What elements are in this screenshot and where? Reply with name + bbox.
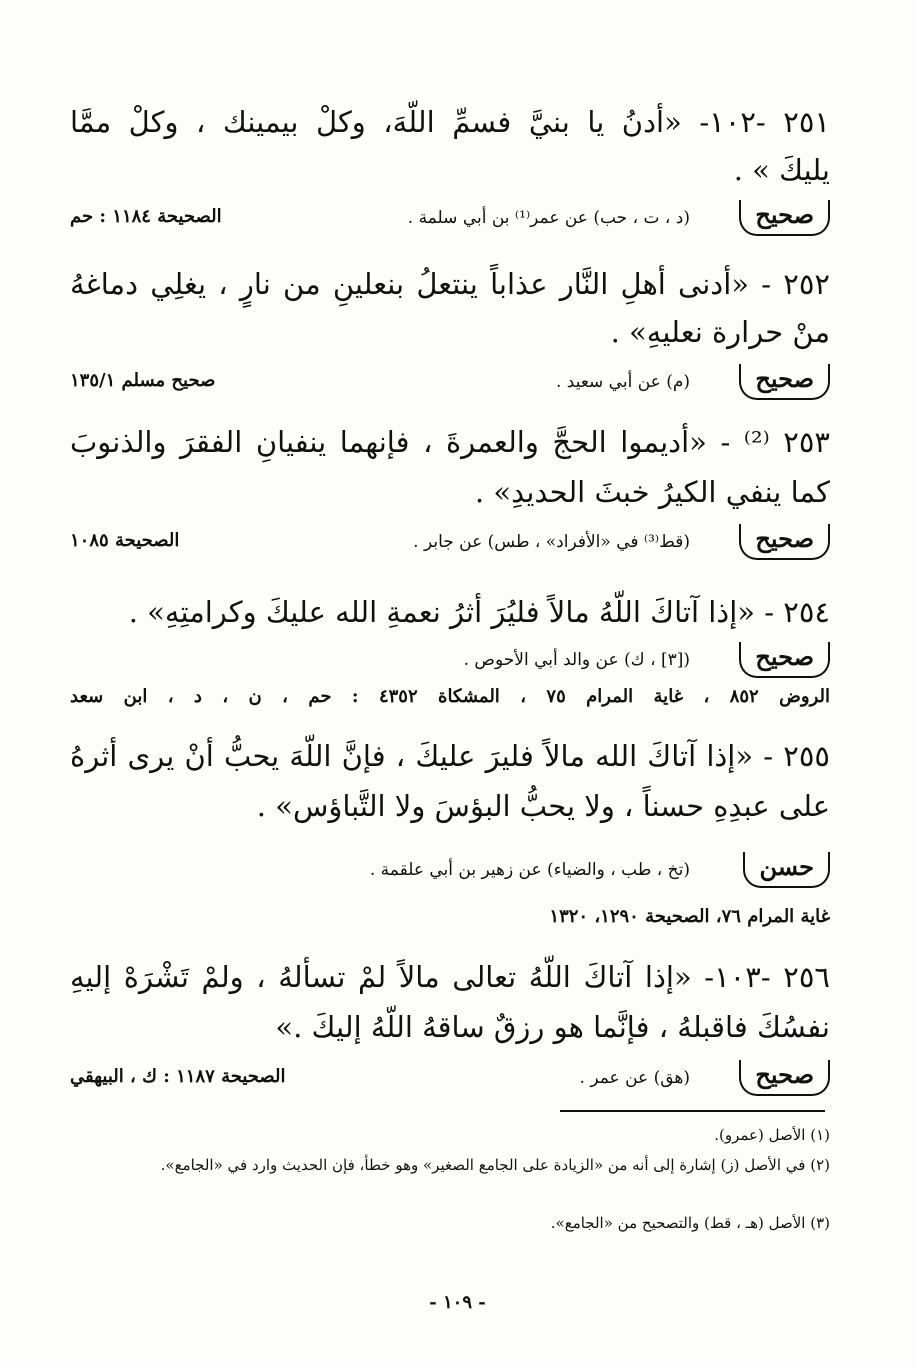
grade-badge: صحيح [739, 200, 830, 236]
hadith-256-source-row [70, 1060, 830, 1100]
hadith-reference: الصحيحة ١٠٨٥ [70, 530, 180, 551]
hadith-source: (د ، ت ، حب) عن عمر⁽¹⁾ بن أبي سلمة . [407, 208, 690, 228]
hadith-source: (قط⁽³⁾ في «الأفراد» ، طس) عن جابر . [413, 532, 690, 552]
hadith-256-line-2: نفسُكَ فاقبلهُ ، فإنَّما هو رزقٌ ساقهُ اللّهُ إليكَ .» [275, 1010, 830, 1044]
grade-badge: صحيح [739, 524, 830, 560]
hadith-source: (تخ ، طب ، والضياء) عن زهير بن أبي علقمة . [369, 860, 690, 880]
footnote-divider [560, 1110, 825, 1112]
hadith-252-line-1: ٢٥٢ - «أدنى أهلِ النَّار عذاباً ينتعلُ بنعلينِ من نارٍ ، يغلِي دماغهُ [70, 267, 830, 301]
hadith-255-line-2: على عبدِهِ حسناً ، ولا يحبُّ البؤسَ ولا التَّباؤس» . [256, 789, 830, 823]
hadith-252-line-2: منْ حرارة نعليهِ» . [610, 315, 830, 349]
hadith-source: (هق) عن عمر . [579, 1068, 690, 1088]
hadith-reference: الصحيحة ١١٨٤ : حم [70, 206, 222, 227]
hadith-255-reference: غاية المرام ٧٦، الصحيحة ١٢٩٠، ١٣٢٠ [549, 906, 830, 927]
footnote-1: (١) الأصل (عمرو). [714, 1126, 830, 1144]
hadith-252-source-row [70, 364, 830, 404]
hadith-254-reference: الروض ٨٥٢ ، غاية المرام ٧٥ ، المشكاة ٤٣٥٢ : حم ، ن ، د ، ابن سعد [70, 686, 830, 707]
hadith-source: (م) عن أبي سعيد . [555, 372, 690, 392]
page-number: - ١٠٩ - [429, 1292, 486, 1313]
hadith-251-line-1: ٢٥١ -١٠٢- «أدنُ يا بنيَّ فسمِّ اللّهَ، وكلْ بيمينك ، وكلْ ممَّا [70, 105, 830, 139]
hadith-reference: الصحيحة ١١٨٧ : ك ، البيهقي [70, 1066, 286, 1087]
hadith-255-line-1: ٢٥٥ - «إذا آتاكَ الله مالاً فليرَ عليكَ ، فإنَّ اللّهَ يحبُّ أنْ يرى أثرهُ [70, 739, 830, 773]
hadith-255-source-row [70, 852, 830, 892]
footnote-2: (٢) في الأصل (ز) إشارة إلى أنه من «الزيادة على الجامع الصغير» وهو خطأ، فإن الحديث وارد في «الجامع». [160, 1156, 830, 1174]
hadith-reference: صحيح مسلم ١٣٥/١ [70, 370, 216, 391]
hadith-253-line-2: كما ينفي الكيرُ خبثَ الحديدِ» . [474, 475, 830, 509]
hadith-254-source-row [70, 642, 830, 682]
grade-badge: حسن [743, 852, 830, 888]
hadith-253-source-row [70, 524, 830, 564]
hadith-254-line-1: ٢٥٤ - «إذا آتاكَ اللّهُ مالاً فليُرَ أثرُ نعمةِ الله عليكَ وكرامتِهِ» . [128, 595, 830, 629]
grade-badge: صحيح [739, 1060, 830, 1096]
grade-badge: صحيح [739, 642, 830, 678]
hadith-source: ([٣] ، ك) عن والد أبي الأحوص . [463, 650, 690, 670]
footnote-3: (٣) الأصل (هـ ، قط) والتصحيح من «الجامع». [550, 1214, 830, 1232]
hadith-253-line-1: ٢٥٣ ⁽²⁾ - «أديموا الحجَّ والعمرةَ ، فإنهما ينفيانِ الفقرَ والذنوبَ [70, 425, 830, 459]
grade-badge: صحيح [739, 364, 830, 400]
hadith-251-line-2: يليكَ » . [733, 153, 830, 187]
hadith-256-line-1: ٢٥٦ -١٠٣- «إذا آتاكَ اللّهُ تعالى مالاً لمْ تسألهُ ، ولمْ تَشْرَهْ إليهِ [70, 960, 830, 994]
hadith-251-source-row [70, 200, 830, 240]
